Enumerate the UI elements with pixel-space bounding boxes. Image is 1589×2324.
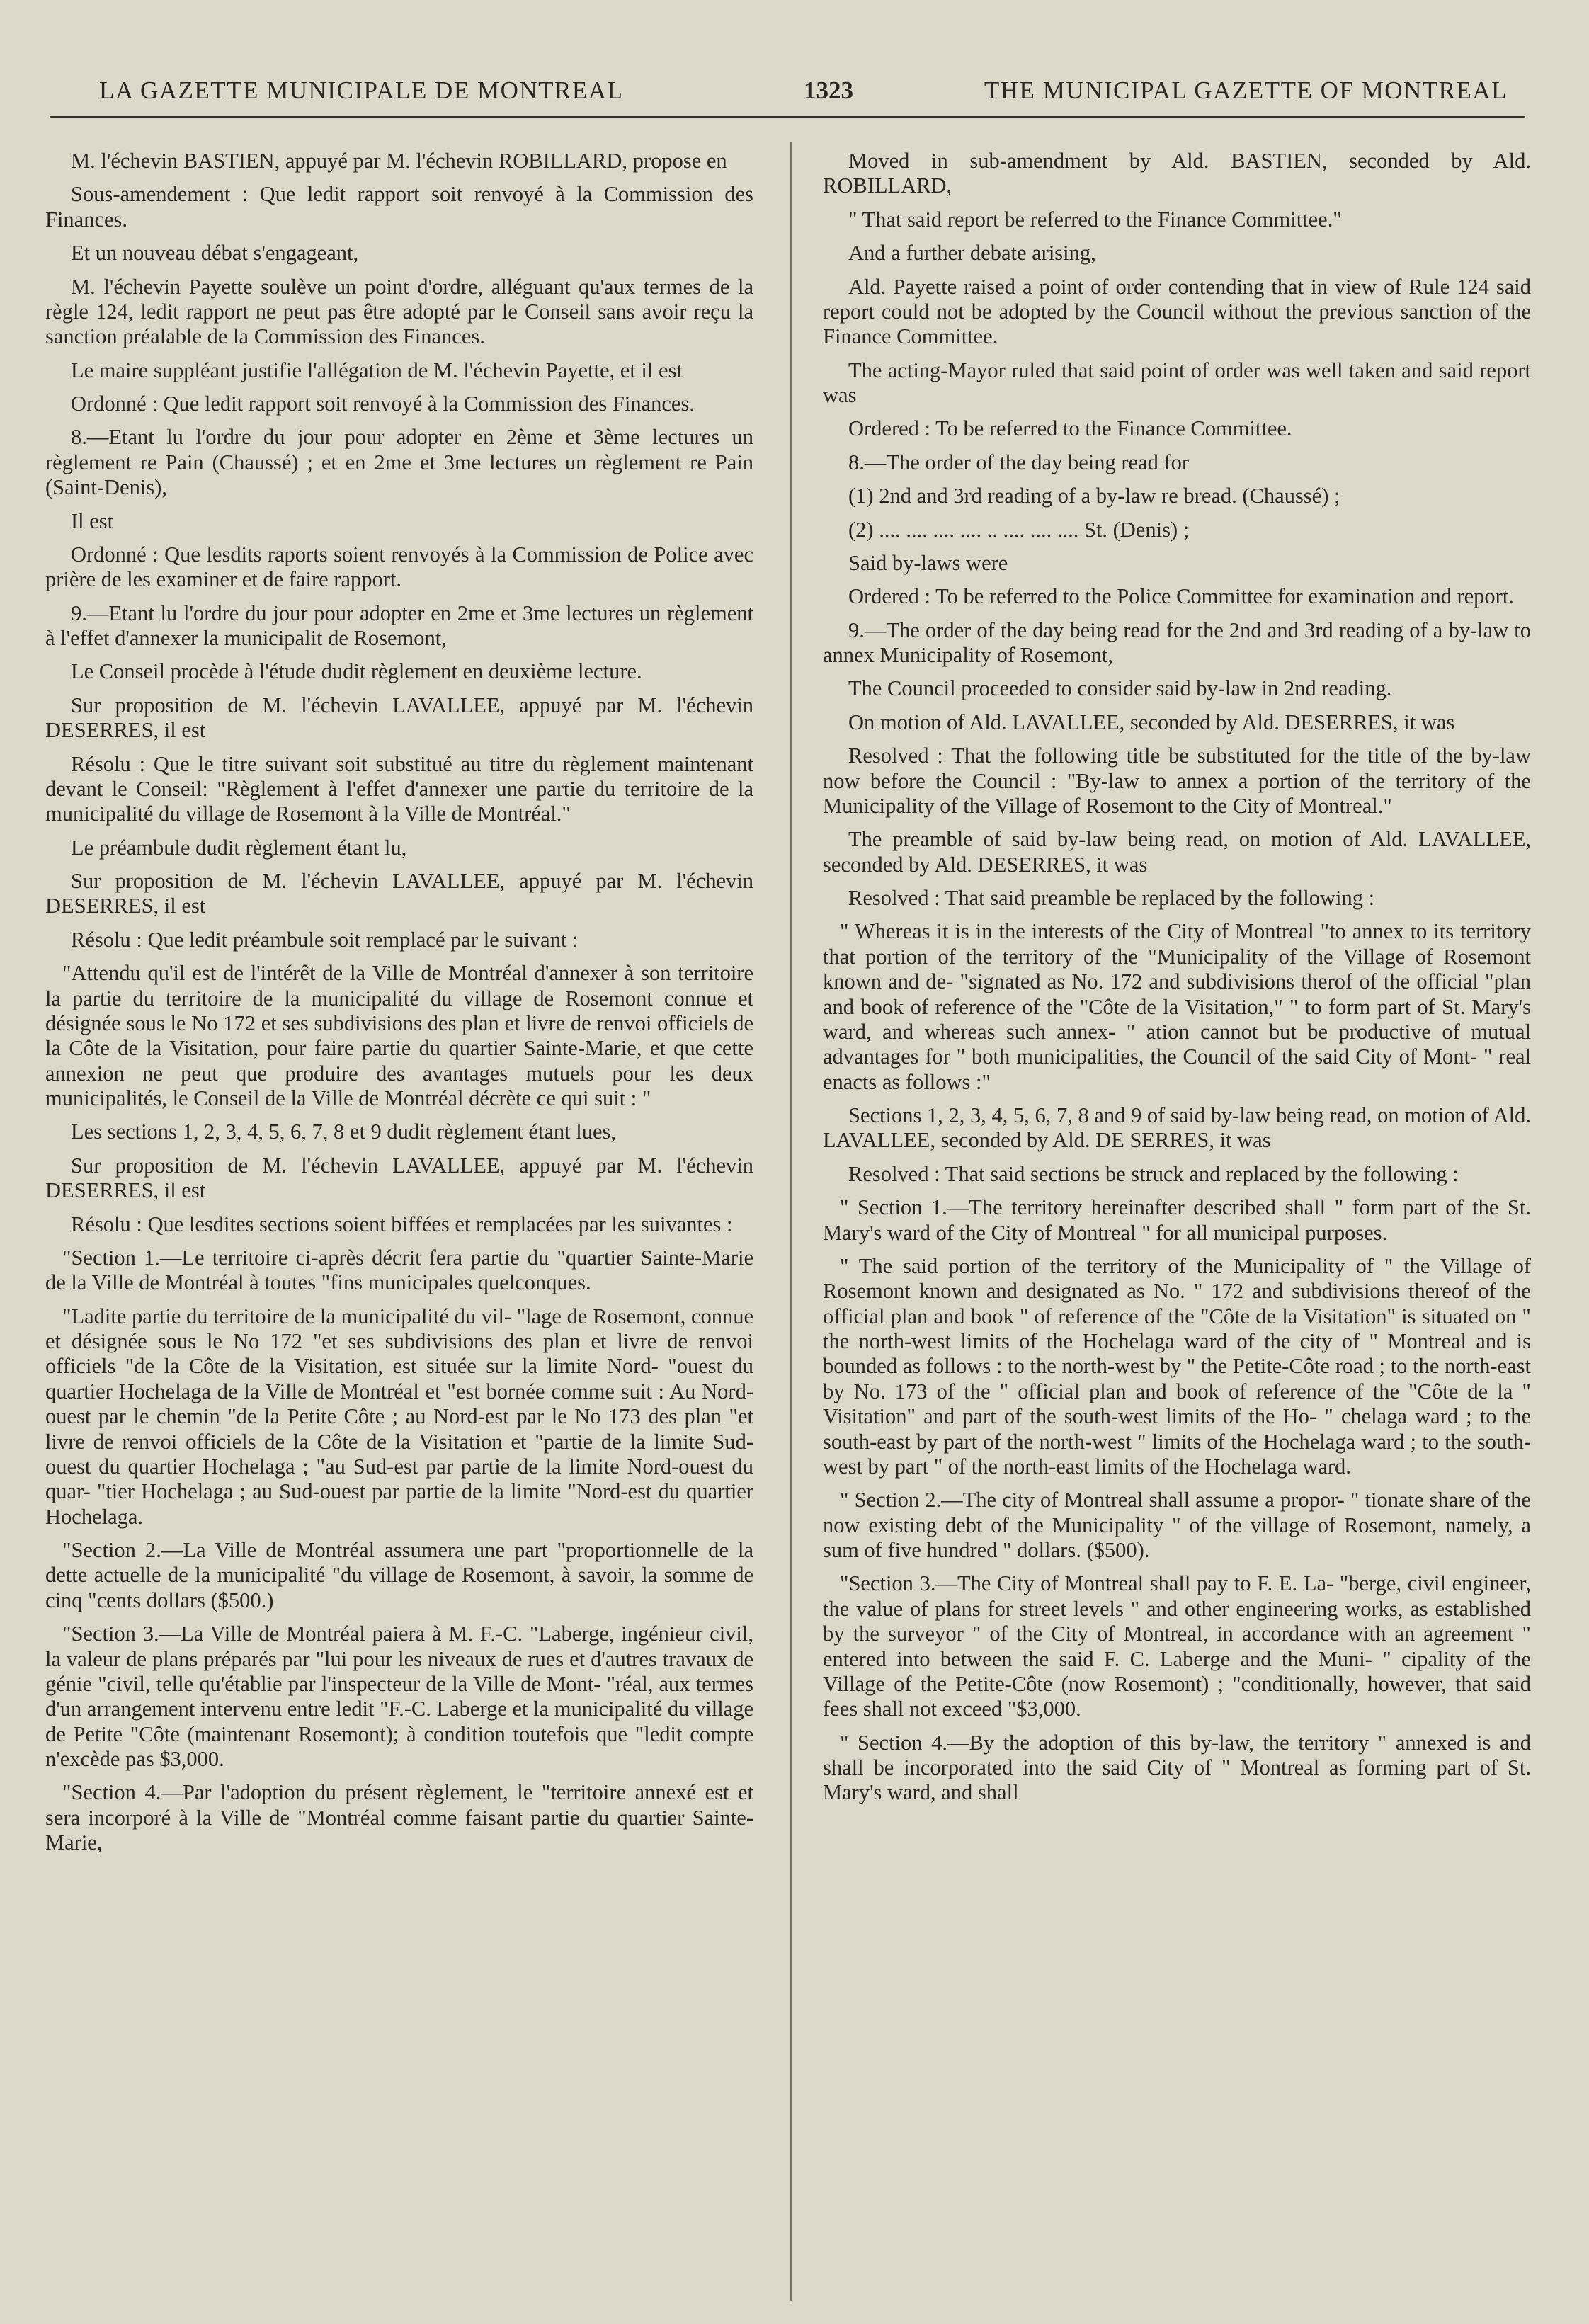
english-column	[823, 149, 1531, 1814]
paragraph: Moved in sub-amendment by Ald. BASTIEN, seconded by Ald. ROBILLARD,	[823, 149, 1531, 198]
paragraph: Résolu : Que le titre suivant soit substitué au titre du règlement maintenant devant le Conseil: "Règlement à l'effet d'annexer une partie du territoire de la municipalité du village de Rosemont à la Ville de Montréal."	[45, 751, 753, 826]
paragraph: Resolved : That the following title be substituted for the title of the by-law now before the Council : "By-law to annex a portion of the territory of the Municipality of the Village of Rosemont to the City of Montreal."	[823, 744, 1531, 818]
paragraph: 8.—The order of the day being read for	[848, 450, 1190, 474]
paragraph: Le Conseil procède à l'étude dudit règlement en deuxième lecture.	[71, 659, 642, 684]
column-divider	[790, 142, 792, 2301]
paragraph: The acting-Mayor ruled that said point of order was well taken and said report was	[823, 358, 1531, 407]
paragraph: Ordonné : Que ledit rapport soit renvoyé à la Commission des Finances.	[71, 392, 695, 416]
paragraph: Le préambule dudit règlement étant lu,	[71, 835, 407, 860]
paragraph: Sous-amendement : Que ledit rapport soit renvoyé à la Commission des Finances.	[45, 182, 753, 232]
french-column	[45, 149, 753, 1864]
paragraph: Sur proposition de M. l'échevin LAVALLEE, appuyé par M. l'échevin DESERRES, il est	[45, 1153, 753, 1203]
quoted-paragraph: "Section 1.—Le territoire ci-après décrit fera partie du "quartier Sainte-Marie de la Ville de Montréal à toutes "fins municipales quelconques.	[45, 1245, 753, 1295]
paragraph: 9.—The order of the day being read for the 2nd and 3rd reading of a by-law to annex Municipality of Rosemont,	[823, 617, 1531, 667]
header-rule	[50, 116, 1525, 118]
paragraph: Ordered : To be referred to the Finance Committee.	[848, 416, 1292, 441]
header-english-title: THE MUNICIPAL GAZETTE OF MONTREAL	[984, 76, 1508, 104]
paragraph: Et un nouveau débat s'engageant,	[71, 241, 359, 266]
paragraph: M. l'échevin BASTIEN, appuyé par M. l'échevin ROBILLARD, propose en	[71, 149, 727, 173]
paragraph: The Council proceeded to consider said by-law in 2nd reading.	[848, 676, 1392, 701]
paragraph: Il est	[71, 508, 114, 533]
paragraph: Said by-laws were	[848, 550, 1008, 575]
quoted-paragraph: " Section 2.—The city of Montreal shall assume a propor- " tionate share of the now existing debt of the Municipality " of the village of Rosemont, namely, a sum of five hundred " dollars. ($500).	[823, 1488, 1531, 1562]
quoted-paragraph: " The said portion of the territory of the Municipality of " the Village of Rosemont known and designated as No. " 172 and subdivisions thereof of the official plan and book " of reference of the "Côte de la Visitation" is situated on " the north-west limits of the Hochelaga ward of the city of " Montreal and is bounded as follows : to the north-west by " the Petite-Côte road ; to the north-east by No. 173 of the " official plan and book of reference of the "Côte de la " Visitation" and part of the south-west limits of the Ho- " chelaga ward ; to the south-east by part of the north-west " limits of the Hochelaga ward ; to the south-west by part " of the north-east limits of the Hochelaga ward.	[823, 1253, 1531, 1479]
paragraph: (1) 2nd and 3rd reading of a by-law re bread. (Chaussé) ;	[848, 484, 1340, 508]
quoted-paragraph: "Section 4.—Par l'adoption du présent règlement, le "territoire annexé est et sera incorporé à la Ville de "Montréal comme faisant partie du quartier Sainte-Marie,	[45, 1780, 753, 1855]
paragraph: " That said report be referred to the Finance Committee."	[848, 207, 1342, 232]
paragraph: Sections 1, 2, 3, 4, 5, 6, 7, 8 and 9 of said by-law being read, on motion of Ald. LAVALLEE, seconded by Ald. DE SERRES, it was	[823, 1103, 1532, 1153]
paragraph: Ordered : To be referred to the Police Committee for examination and report.	[848, 584, 1514, 609]
paragraph: Ald. Payette raised a point of order contending that in view of Rule 124 said report could not be adopted by the Council without the previous sanction of the Finance Committee.	[823, 274, 1531, 349]
quoted-paragraph: "Section 3.—The City of Montreal shall pay to F. E. La- "berge, civil engineer, the value of plans for street levels " and other engineering works, as established by the surveyor " of the City of Montreal, in accordance with an agreement " entered into between the said F. C. Laberge and the Muni- " cipality of the Village of the Petite-Côte (now Rosemont) ; "conditionally, however, that said fees shall not exceed "$3,000.	[823, 1571, 1531, 1721]
paragraph: Résolu : Que ledit préambule soit remplacé par le suivant :	[71, 927, 579, 952]
quoted-paragraph: "Section 3.—La Ville de Montréal paiera à M. F.-C. "Laberge, ingénieur civil, la valeur de plans préparés par "lui pour les niveaux de rues et d'autres travaux de génie "civil, telle qu'établie par l'inspecteur de la Ville de Mont- "réal, aux termes d'un arrangement intervenu entre ledit "F.-C. Laberge et la municipalité du village de Petite "Côte (maintenant Rosemont); à condition toutefois que "ledit compte n'excède pas $3,000.	[45, 1622, 753, 1771]
paragraph: 9.—Etant lu l'ordre du jour pour adopter en 2me et 3me lectures un règlement à l'effet d'annexer la municipalit de Rosemont,	[45, 600, 753, 650]
paragraph: On motion of Ald. LAVALLEE, seconded by Ald. DESERRES, it was	[848, 710, 1455, 734]
paragraph: M. l'échevin Payette soulève un point d'ordre, alléguant qu'aux termes de la règle 124, ledit rapport ne peut pas être adopté par le Conseil sans avoir reçu la sanction préalable de la Commission des Finances.	[45, 274, 753, 349]
quoted-paragraph: "Attendu qu'il est de l'intérêt de la Ville de Montréal d'annexer à son territoire la partie du territoire de la municipalité du village de Rosemont connue et désignée sous le No 172 et ses subdivisions des plan et livre de renvoi officiels de la Côte de la Visitation, pour faire partie du quartier Sainte-Marie, et que cette annexion ne peut que produire des avantages mutuels pour les deux municipalités, le Conseil de la Ville de Montréal décrète ce qui suit : "	[45, 961, 753, 1110]
paragraph: Sur proposition de M. l'échevin LAVALLEE, appuyé par M. l'échevin DESERRES, il est	[45, 693, 753, 743]
header-french-title: LA GAZETTE MUNICIPALE DE MONTREAL	[99, 76, 624, 104]
paragraph: (2) .... .... .... .... .. .... .... .... St. (Denis) ;	[848, 517, 1190, 542]
paragraph: The preamble of said by-law being read, on motion of Ald. LAVALLEE, seconded by Ald. DESERRES, it was	[823, 827, 1531, 877]
page-header	[50, 71, 1539, 120]
paragraph: Sur proposition de M. l'échevin LAVALLEE, appuyé par M. l'échevin DESERRES, il est	[45, 869, 753, 918]
paragraph: Le maire suppléant justifie l'allégation de M. l'échevin Payette, et il est	[71, 358, 683, 382]
paragraph: Resolved : That said preamble be replaced by the following :	[848, 886, 1375, 910]
quoted-paragraph: "Ladite partie du territoire de la municipalité du vil- "lage de Rosemont, connue et désignée sous le No 172 "et ses subdivisions des plan et livre de renvoi officiels "de la Côte de la Visitation, est située sur la limite Nord- "ouest du quartier Hochelaga de la Ville de Montréal et "est bornée comme suit : Au Nord-ouest par le chemin "de la Petite Côte ; au Nord-est par le No 173 des plan "et livre de renvoi officiels de la Côte de la Visitation et "partie de la limite Sud-ouest du quartier Hochelaga ; "au Sud-est par partie de la limite Nord-ouest du quar- "tier Hochelaga ; au Sud-ouest par partie de la limite "Nord-est du quartier Hochelaga.	[45, 1304, 754, 1529]
page-number: 1323	[804, 76, 853, 104]
paragraph: Ordonné : Que lesdits raports soient renvoyés à la Commission de Police avec prière de les examiner et de faire rapport.	[45, 542, 753, 592]
paragraph: And a further debate arising,	[848, 241, 1096, 266]
paragraph: Resolved : That said sections be struck and replaced by the following :	[848, 1161, 1459, 1186]
paragraph: 8.—Etant lu l'ordre du jour pour adopter en 2ème et 3ème lectures un règlement re Pain (Chaussé) ; et en 2me et 3me lectures un règlement re Pain (Saint-Denis),	[45, 425, 753, 500]
paragraph: Les sections 1, 2, 3, 4, 5, 6, 7, 8 et 9 dudit règlement étant lues,	[71, 1120, 616, 1144]
quoted-paragraph: " Whereas it is in the interests of the City of Montreal "to annex to its territory that portion of the territory of the "Municipality of the Village of Rosemont known and de- "signated as No. 172 and subdivisions therof of the official "plan and book of reference of the "Côte de la Visitation," " to form part of St. Mary's ward, and whereas such annex- " ation cannot but be productive of mutual advantages for " both municipalities, the Council of the said City of Mont- " real enacts as follows :"	[823, 919, 1531, 1094]
quoted-paragraph: " Section 4.—By the adoption of this by-law, the territory " annexed is and shall be incorporated into the said City of " Montreal as forming part of St. Mary's ward, and shall	[823, 1730, 1531, 1805]
quoted-paragraph: " Section 1.—The territory hereinafter described shall " form part of the St. Mary's ward of the City of Montreal " for all municipal purposes.	[823, 1195, 1531, 1245]
quoted-paragraph: "Section 2.—La Ville de Montréal assumera une part "proportionnelle de la dette actuelle de la municipalité "du village de Rosemont, à savoir, la somme de cinq "cents dollars ($500.)	[45, 1538, 753, 1612]
paragraph: Résolu : Que lesdites sections soient biffées et remplacées par les suivantes :	[71, 1212, 733, 1236]
